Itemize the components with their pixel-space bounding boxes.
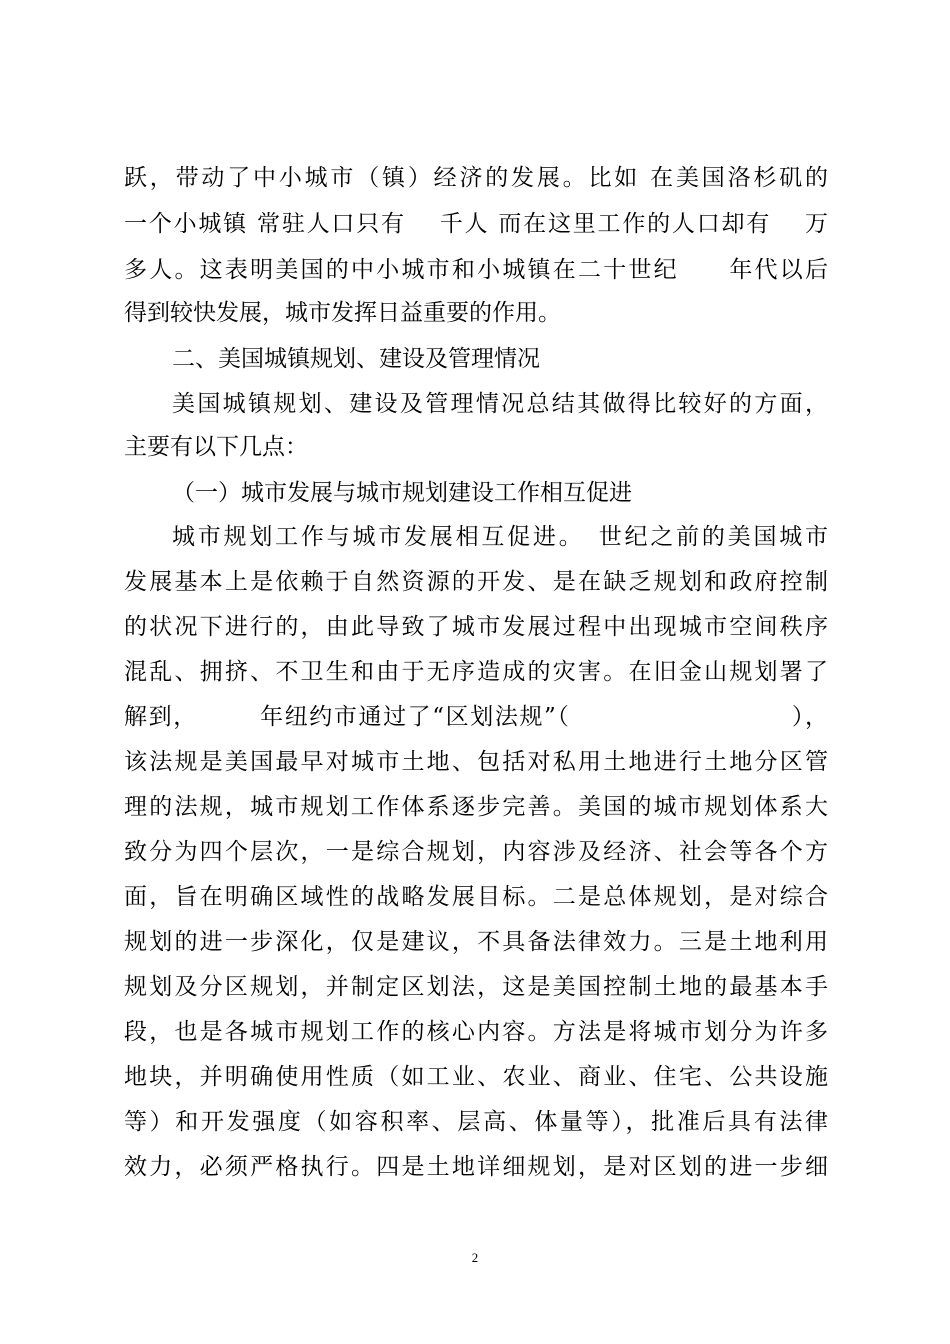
body-text-line: 规划及分区规划，并制定区划法，这是美国控制土地的最基本手: [124, 974, 828, 1000]
body-text-line: 段，也是各城市规划工作的核心内容。方法是将城市划分为许多: [124, 1019, 828, 1045]
body-text-line: 美国城镇规划、建设及管理情况总结其做得比较好的方面，: [172, 391, 828, 417]
body-text-line: 规划的进一步深化，仅是建议，不具备法律效力。三是土地利用: [124, 929, 828, 955]
body-text-line: 的状况下进行的，由此导致了城市发展过程中出现城市空间秩序: [124, 614, 828, 640]
body-text-line: 主要有以下几点：: [124, 434, 308, 460]
page-number: 2: [471, 1250, 479, 1265]
body-text-line: 该法规是美国最早对城市土地、包括对私用土地进行土地分区管: [124, 749, 828, 775]
body-text-line: 理的法规，城市规划工作体系逐步完善。美国的城市规划体系大: [124, 794, 828, 820]
body-text-line: 城市规划工作与城市发展相互促进。 世纪之前的美国城市: [172, 524, 828, 550]
body-text-line: 得到较快发展，城市发挥日益重要的作用。: [124, 300, 561, 326]
body-text-line: 地块，并明确使用性质（如工业、农业、商业、住宅、公共设施: [124, 1064, 828, 1090]
body-text-line: 一个小城镇 常驻人口只有 千人 而在这里工作的人口却有 万: [124, 211, 828, 237]
body-text-line: 跃，带动了中小城市（镇）经济的发展。比如 在美国洛杉矶的: [124, 165, 828, 191]
body-text-line: 发展基本上是依赖于自然资源的开发、是在缺乏规划和政府控制: [124, 569, 828, 595]
body-text-line: 多人。这表明美国的中小城市和小城镇在二十世纪 年代以后: [124, 257, 828, 283]
body-text-line: 效力，必须严格执行。四是土地详细规划，是对区划的进一步细: [124, 1154, 828, 1180]
body-text-line: 致分为四个层次，一是综合规划，内容涉及经济、社会等各个方: [124, 839, 828, 865]
body-text-line: 面，旨在明确区域性的战略发展目标。二是总体规划，是对综合: [124, 884, 828, 910]
section-heading: 二、美国城镇规划、建设及管理情况: [172, 346, 540, 372]
body-text-line: 等）和开发强度（如容积率、层高、体量等），批准后具有法律: [124, 1109, 828, 1135]
body-text-line: 解到， 年纽约市通过了“区划法规”（ ），: [124, 704, 828, 730]
body-text-line: 混乱、拥挤、不卫生和由于无序造成的灾害。在旧金山规划署了: [124, 659, 828, 685]
subsection-heading: （一）城市发展与城市规划建设工作相互促进: [172, 480, 632, 506]
